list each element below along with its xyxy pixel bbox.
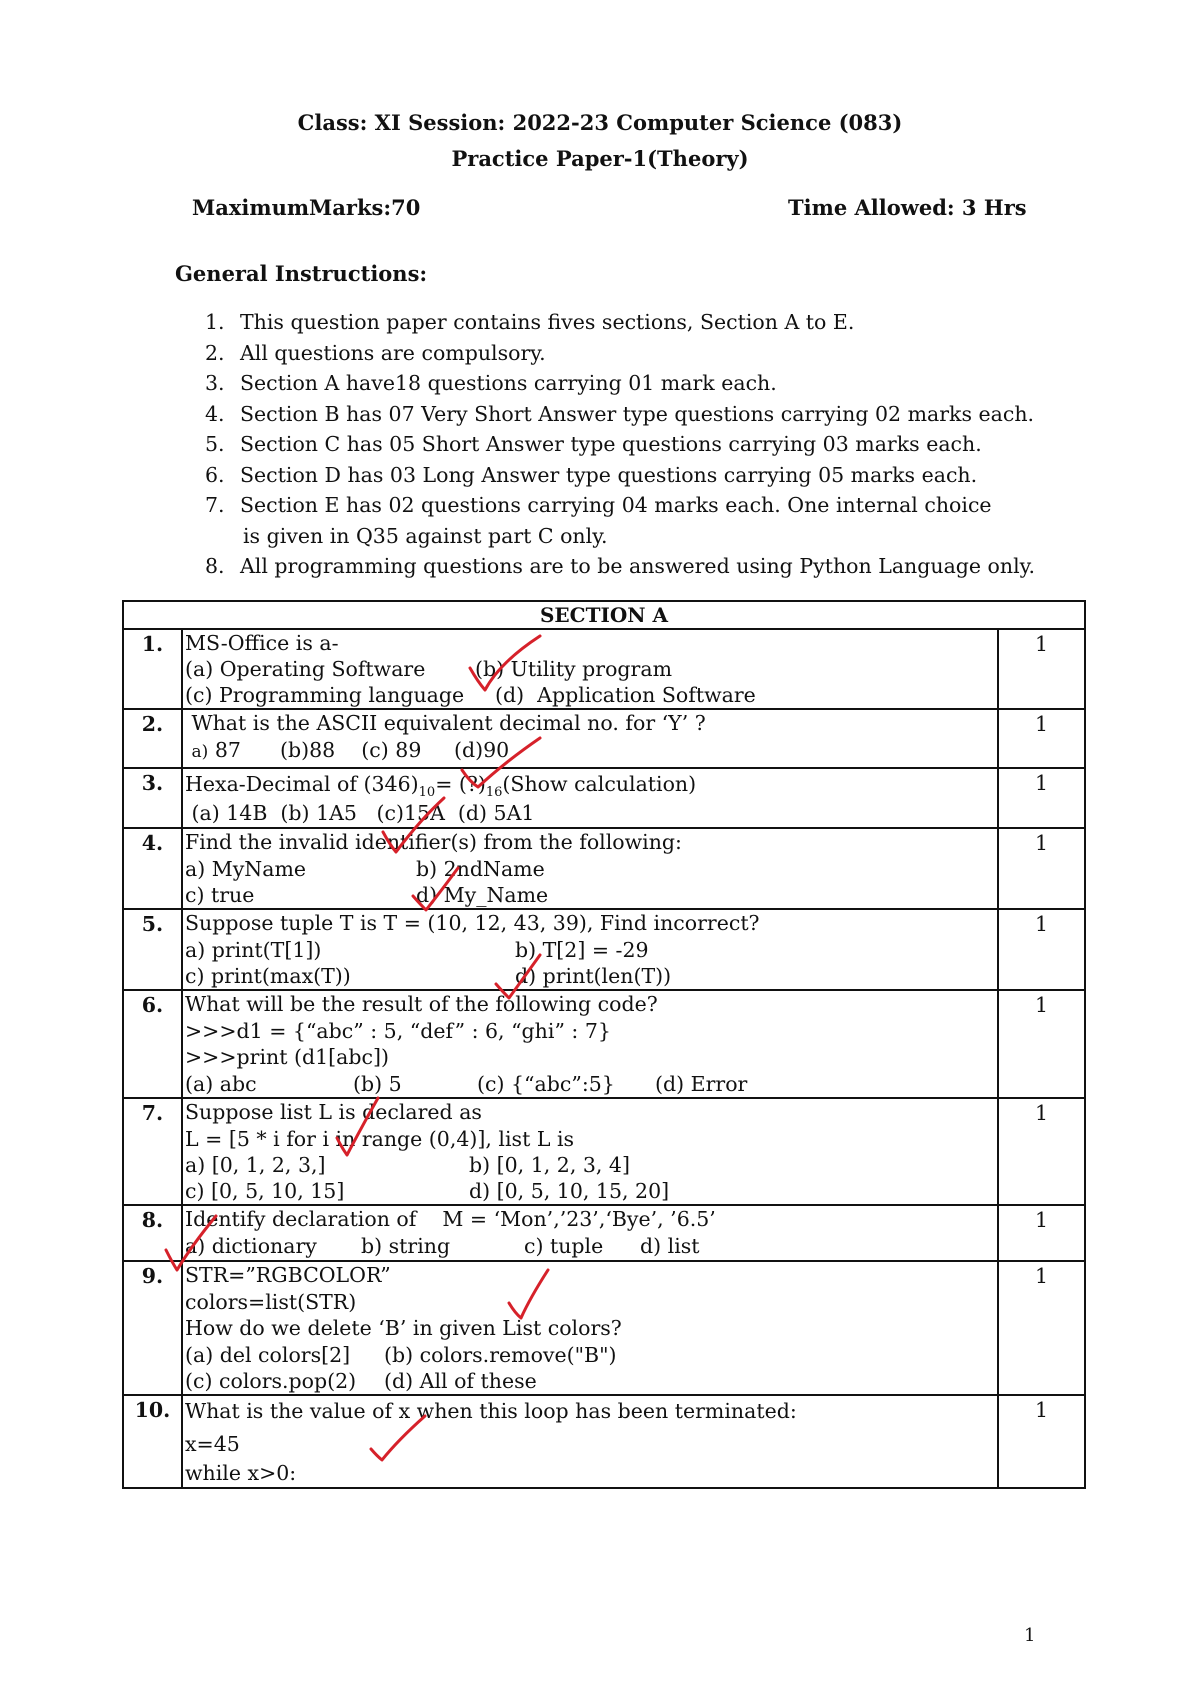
instructions-list [205, 307, 1085, 582]
option-a: a) [0, 1, 2, 3,] [185, 1153, 326, 1177]
question-stem: Identify declaration of M = ‘Mon’,’23’,‘Bye’, ’6.5’ [185, 1207, 716, 1231]
option-a: a) MyName [185, 857, 307, 881]
section-title: SECTION A [123, 601, 1085, 629]
option-a: (a) Operating Software [185, 657, 426, 681]
question-body [182, 768, 998, 828]
question-mark: 1 [998, 1098, 1085, 1205]
options-rest: (b)88 (c) 89 (d)90 [240, 738, 510, 762]
question-stem: Suppose list L is declared as [185, 1100, 482, 1124]
question-number: 5. [123, 909, 182, 990]
section-a-table [122, 600, 1086, 1489]
question-row [123, 629, 1085, 709]
option-a: a) print(T[1]) [185, 938, 322, 962]
code-line: L = [5 * i for i in range (0,4)], list L is [185, 1127, 575, 1151]
code-line: while x>0: [185, 1461, 297, 1485]
time-allowed: Time Allowed: 3 Hrs [788, 195, 1027, 220]
instruction-item: 1. This question paper contains fives sections, Section A to E. [205, 310, 855, 334]
question-stem: Suppose tuple T is T = (10, 12, 43, 39), Find incorrect? [185, 911, 760, 935]
option-b: b) string [361, 1234, 451, 1258]
question-mark: 1 [998, 990, 1085, 1098]
question-body [182, 909, 998, 990]
question-row [123, 1395, 1085, 1488]
question-mark: 1 [998, 828, 1085, 909]
option-c: (c) colors.pop(2) [185, 1369, 357, 1393]
option-b: b) [0, 1, 2, 3, 4] [469, 1153, 630, 1177]
code-line: >>>d1 = {“abc” : 5, “def” : 6, “ghi” : 7} [185, 1019, 611, 1043]
instruction-item: 6. Section D has 03 Long Answer type questions carrying 05 marks each. [205, 462, 978, 487]
option-a: 87 [208, 738, 241, 762]
option-d: d) [0, 5, 10, 15, 20] [469, 1179, 670, 1203]
option-c: c) print(max(T)) [185, 964, 351, 988]
paper-subtitle: Practice Paper-1(Theory) [451, 146, 749, 171]
option-d: (d) All of these [384, 1369, 537, 1393]
question-options: (a) 14B (b) 1A5 (c)15A (d) 5A1 [185, 801, 535, 825]
question-number: 1. [123, 629, 182, 709]
code-line: >>>print (d1[abc]) [185, 1045, 389, 1069]
question-number: 3. [123, 768, 182, 828]
general-instructions-title: General Instructions: [175, 261, 428, 286]
option-d: (d) Application Software [495, 683, 756, 707]
question-row [123, 768, 1085, 828]
question-number: 7. [123, 1098, 182, 1205]
option-b: (b) 5 [353, 1072, 402, 1096]
question-number: 8. [123, 1205, 182, 1261]
question-body [182, 709, 998, 768]
option-c: (c) Programming language [185, 683, 465, 707]
question-body [182, 1098, 998, 1205]
option-b: (b) colors.remove("B") [384, 1343, 617, 1367]
option-b: b) 2ndName [416, 857, 545, 881]
question-row [123, 1261, 1085, 1395]
question-mark: 1 [998, 909, 1085, 990]
code-line: colors=list(STR) [185, 1290, 357, 1314]
question-number: 2. [123, 709, 182, 768]
instruction-item: 8. All programming questions are to be answered using Python Language only. [205, 554, 1036, 578]
question-mark: 1 [998, 629, 1085, 709]
code-line: How do we delete ‘B’ in given List colors? [185, 1316, 622, 1340]
page-number: 1 [1024, 1625, 1036, 1646]
question-mark: 1 [998, 1205, 1085, 1261]
option-d: d) list [640, 1234, 700, 1258]
option-d: d) print(len(T)) [515, 964, 672, 988]
question-number: 4. [123, 828, 182, 909]
question-body [182, 1205, 998, 1261]
question-mark: 1 [998, 1395, 1085, 1488]
question-stem: What will be the result of the following code? [185, 992, 658, 1016]
question-row [123, 1098, 1085, 1205]
question-body [182, 1395, 998, 1488]
option-a: (a) abc [185, 1072, 257, 1096]
question-row [123, 709, 1085, 768]
question-body [182, 1261, 998, 1395]
instruction-item: 2. All questions are compulsory. [205, 340, 546, 365]
option-c: (c) {“abc”:5} [477, 1072, 615, 1096]
option-c: c) tuple [524, 1234, 604, 1258]
option-b: (b) Utility program [475, 657, 673, 681]
option-b: b) T[2] = -29 [515, 938, 649, 962]
option-a: (a) del colors[2] [185, 1343, 351, 1367]
option-d: (d) Error [655, 1072, 748, 1096]
instruction-item: 7. Section E has 02 questions carrying 04 marks each. One internal choice is given in Q35 against part C only. [205, 493, 992, 548]
question-mark: 1 [998, 709, 1085, 768]
question-body [182, 990, 998, 1098]
question-body [182, 828, 998, 909]
question-stem: Find the invalid identifier(s) from the following: [185, 830, 682, 854]
question-stem: STR=”RGBCOLOR” [185, 1263, 391, 1287]
option-a: a) dictionary [185, 1234, 317, 1258]
option-c: c) true [185, 883, 255, 907]
question-mark: 1 [998, 768, 1085, 828]
instruction-item: 3. Section A have18 questions carrying 01 mark each. [205, 371, 777, 395]
question-stem: What is the ASCII equivalent decimal no. for ‘Y’ ? [185, 711, 706, 735]
question-row [123, 909, 1085, 990]
question-row [123, 828, 1085, 909]
question-number: 10. [123, 1395, 182, 1488]
option-a-label: a) [191, 742, 209, 762]
instruction-item: 5. Section C has 05 Short Answer type questions carrying 03 marks each. [205, 432, 982, 456]
paper-title: Class: XI Session: 2022-23 Computer Science (083) [297, 110, 903, 135]
option-d: d) My_Name [416, 883, 549, 907]
question-number: 6. [123, 990, 182, 1098]
question-stem: Hexa-Decimal of $(346)_{10}=$ $(?)_{16}(Show$ calculation) [185, 772, 697, 801]
code-line: x=45 [185, 1432, 240, 1456]
question-number: 9. [123, 1261, 182, 1395]
question-stem: MS-Office is a- [185, 631, 339, 655]
option-c: c) [0, 5, 10, 15] [185, 1179, 345, 1203]
question-row [123, 990, 1085, 1098]
question-body [182, 629, 998, 709]
instruction-item: 4. Section B has 07 Very Short Answer type questions carrying 02 marks each. [205, 401, 1035, 426]
question-mark: 1 [998, 1261, 1085, 1395]
question-stem: What is the value of x when this loop has been terminated: [185, 1399, 797, 1423]
question-row [123, 1205, 1085, 1261]
maximum-marks: MaximumMarks:70 [192, 195, 421, 220]
